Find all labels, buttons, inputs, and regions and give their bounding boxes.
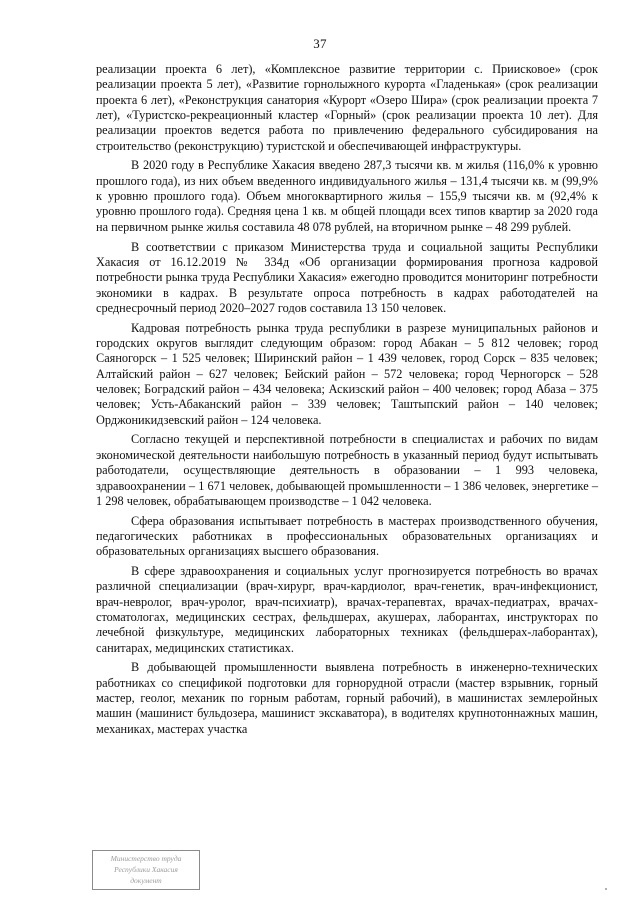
page-number: 37 <box>313 36 327 51</box>
paragraph-municipal-demand: Кадровая потребность рынка труда республики в разрезе муниципальных районов и городских округов выглядит следующим образом: город Абакан – 5 812 человек; город Саяногорск – 1 525 человек; Ширинский район – 1 439 человек, город Сорск – 835 человек; Алтайский район – 627 человек; Бейский район – 572 человека; город Черногорск – 528 человек; Боградский район – 434 человека; Аскизский район – 400 человек; город Абаза – 375 человек; Усть-Абаканский район – 339 человек; Таштыпский район – 140 человек; Орджоникидзевский район – 124 человека. <box>96 320 598 427</box>
scan-speck <box>605 888 607 890</box>
paragraph-labor-order: В соответствии с приказом Министерства труда и социальной защиты Республики Хакасия от 16.12.2019 № 334д «Об организации формирования прогноза кадровой потребности рынка труда Республики Хакасия» ежегодно проводится мониторинг потребности экономики в кадрах. В результате опроса потребность в кадрах работодателей на среднесрочный период 2020–2027 годов составила 13 150 человек. <box>96 239 598 315</box>
stamp-line: Республики Хакасия <box>114 865 178 874</box>
paragraph-healthcare: В сфере здравоохранения и социальных услуг прогнозируется потребность во врачах различной специализации (врач-хирург, врач-кардиолог, врач-генетик, врач-инфекционист, врач-невролог, врач-уролог, врач-психиатр), врачах-терапевтах, врачах-педиатрах, врачах-стоматологах, медицинских сестрах, фельдшерах, акушерах, лаборантах, инструкторах по лечебной физкультуре, медицинских лабораторных техниках (фельдшерах-лаборантах), санитарах, медицинских статистиках. <box>96 564 598 655</box>
paragraph-housing: В 2020 году в Республике Хакасия введено 287,3 тысячи кв. м жилья (116,0% к уровню прошлого года), из них объем введенного индивидуального жилья – 131,4 тысячи кв. м (99,9% к уровню прошлого года). Объем многоквартирного жилья – 155,9 тысячи кв. м (92,4% к уровню прошлого года). Средняя цена 1 кв. м общей площади всех типов квартир за 2020 года на первичном рынке жилья составила 48 078 рублей, на вторичном рынке – 48 299 рублей. <box>96 158 598 234</box>
document-body <box>96 62 598 737</box>
paragraph-sector-demand: Согласно текущей и перспективной потребности в специалистах и рабочих по видам экономической деятельности наибольшую потребность в указанный период будут испытывать работодатели, осуществляющие деятельность в образовании – 1 993 человека, здравоохранении – 1 671 человек, добывающей промышленности – 1 386 человек, энергетике – 1 298 человек, обрабатывающем производстве – 1 042 человека. <box>96 432 598 508</box>
paragraph-tourism-projects: реализации проекта 6 лет), «Комплексное развитие территории с. Приисковое» (срок реализации проекта 5 лет), «Развитие горнолыжного курорта «Гладенькая» (срок реализации проекта 6 лет), «Реконструкция санатория «Курорт «Озеро Шира» (срок реализации проекта 7 лет), «Туристско-рекреационный кластер «Горный» (срок реализации проекта 10 лет). Для реализации проектов ведется работа по привлечению федерального субсидирования на строительство (реконструкцию) туристской и обеспечивающей инфраструктуры. <box>96 62 598 153</box>
paragraph-mining: В добывающей промышленности выявлена потребность в инженерно-технических работниках со спецификой подготовки для горнорудной отрасли (мастер взрывник, горный мастер, геолог, механик по горным работам, горный рабочий), в машинистах землеройных машин (машинист бульдозера, машинист экскаватора), в водителях крупнотоннажных машин, механиках, мастерах участка <box>96 660 598 736</box>
stamp-line: Министерство труда <box>110 854 182 863</box>
paragraph-education: Сфера образования испытывает потребность в мастерах производственного обучения, педагогических работниках в профессиональных образовательных организациях и образовательных организациях высшего образования. <box>96 513 598 559</box>
document-stamp <box>92 850 200 890</box>
stamp-line: документ <box>130 876 162 885</box>
